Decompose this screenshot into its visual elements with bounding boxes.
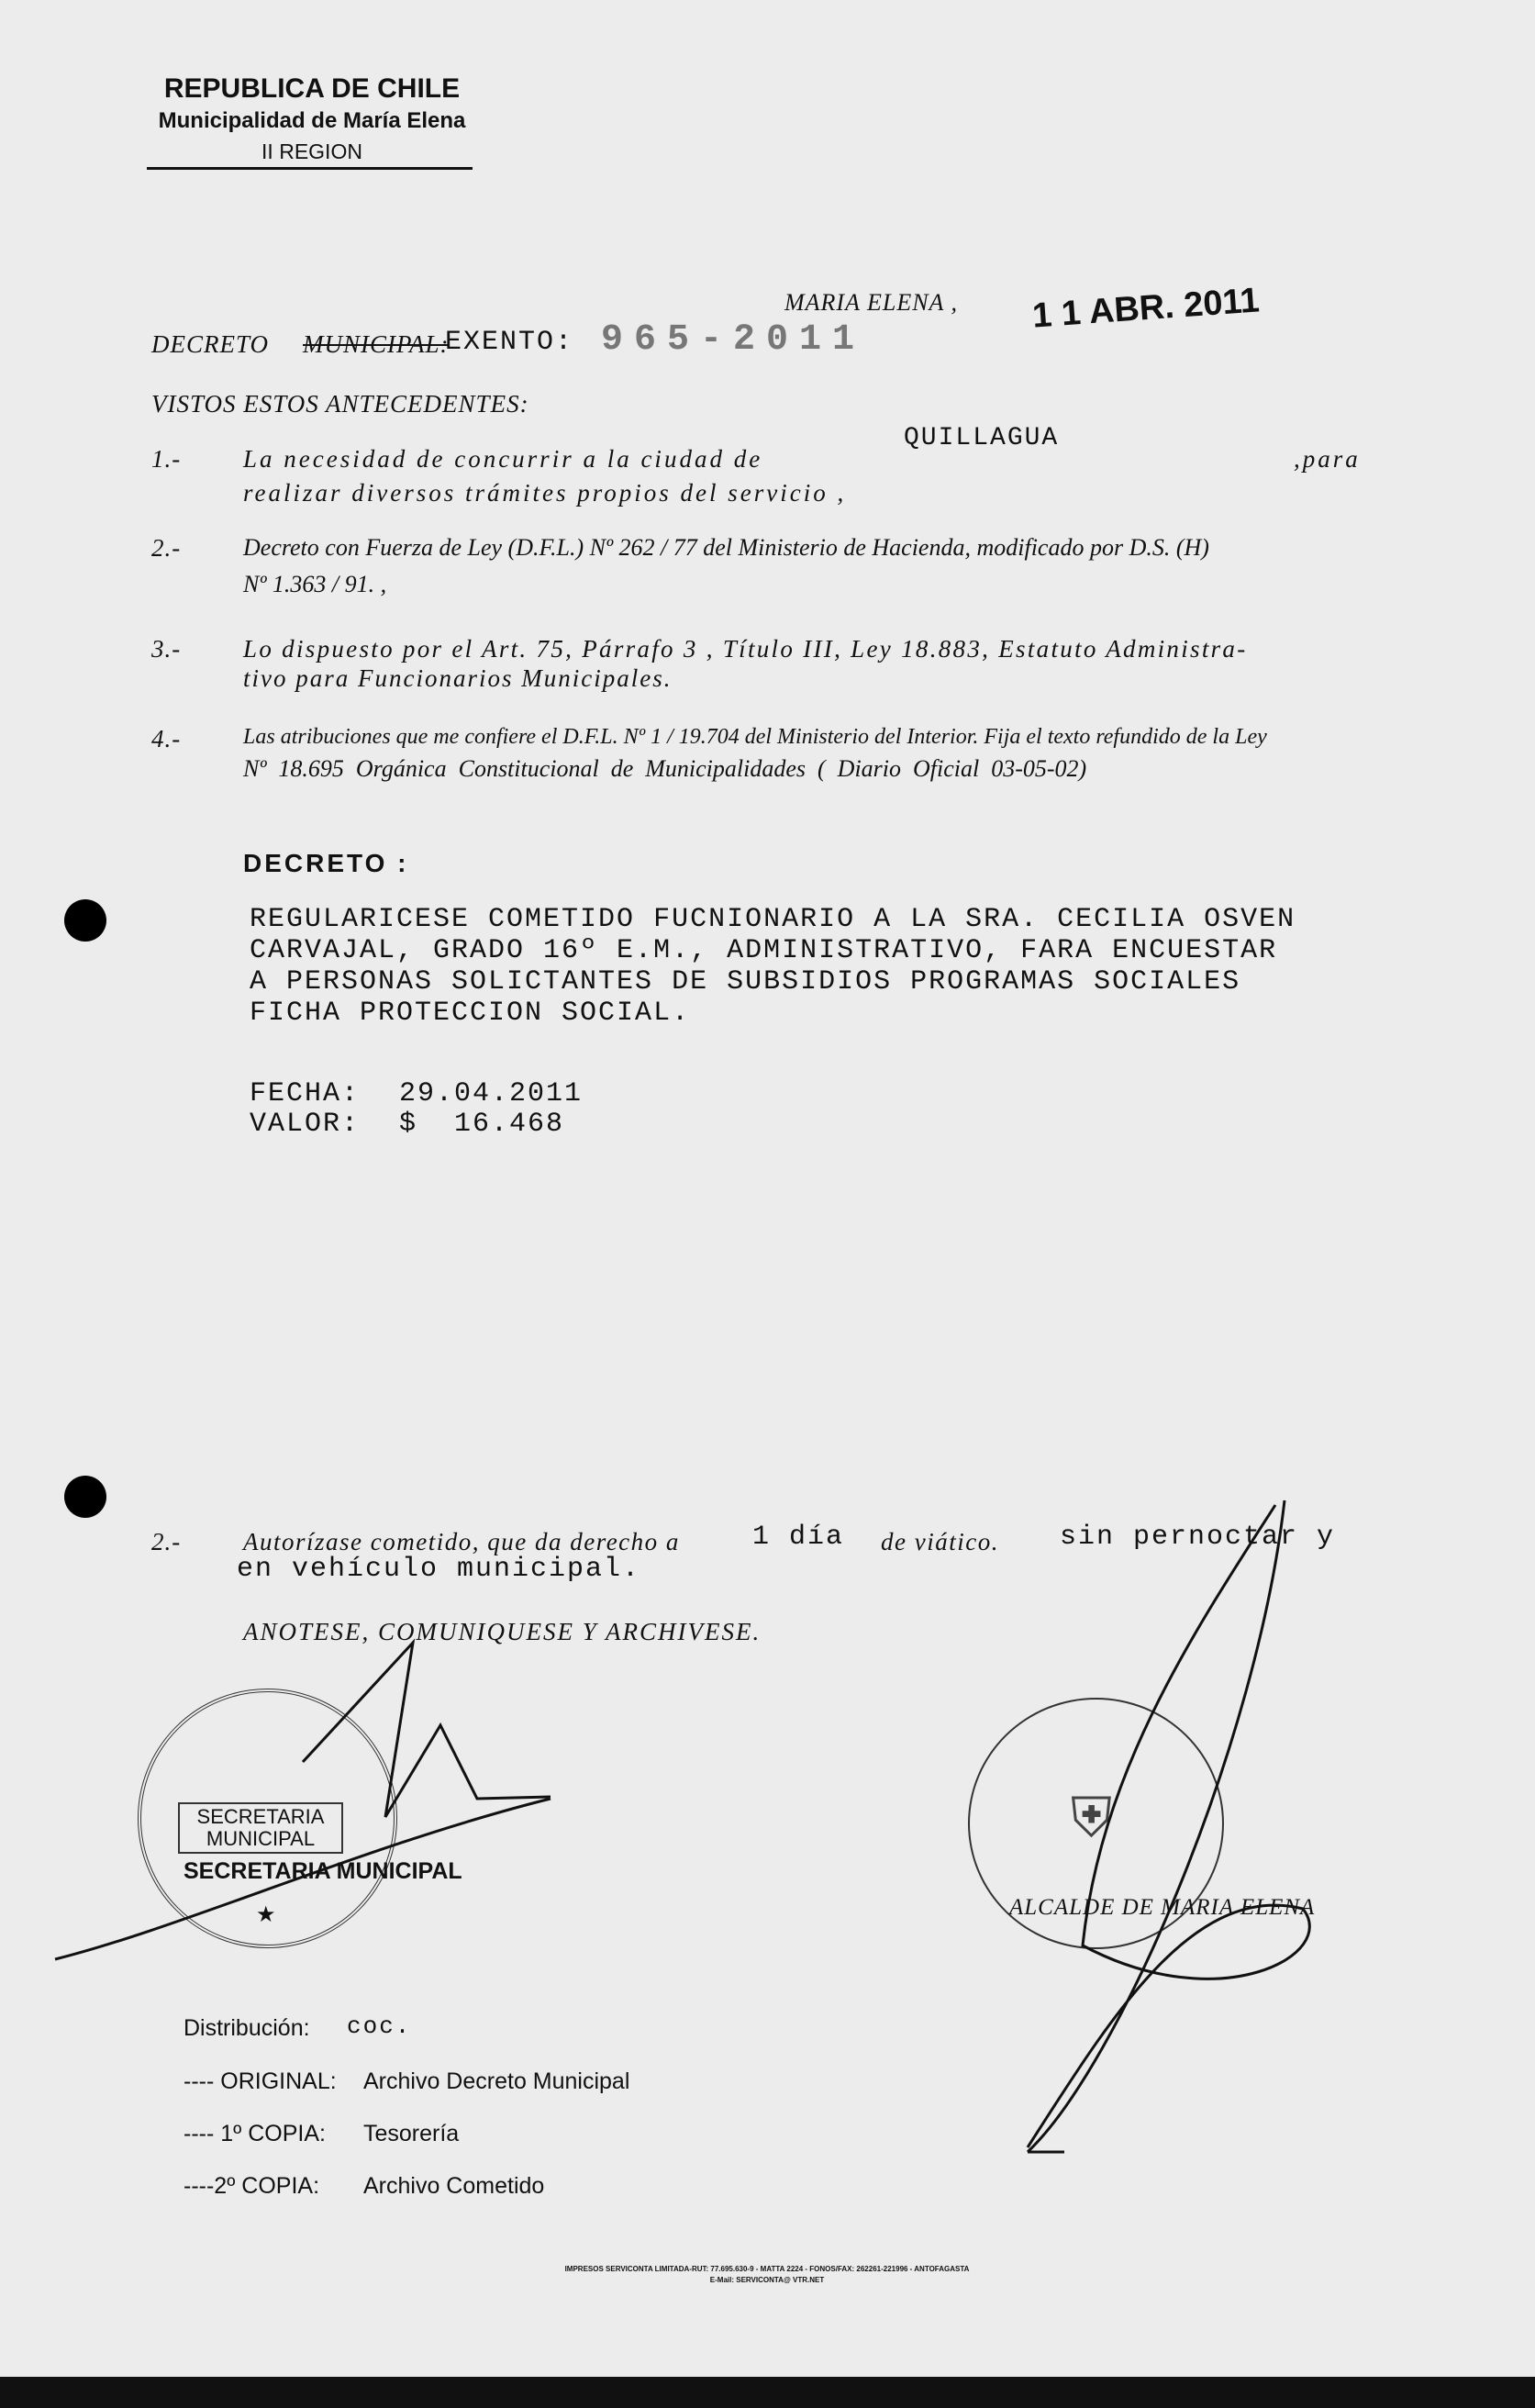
fecha-value: 29.04.2011 [399, 1078, 584, 1109]
authorization-text: Autorízase cometido, que da derecho a [243, 1528, 680, 1555]
item-1-tail: ,para [1294, 445, 1361, 473]
days-count: 1 día [752, 1522, 845, 1553]
scan-border [0, 2377, 1535, 2408]
country-heading: REPUBLICA DE CHILE [163, 73, 461, 104]
item-number: 1.- [151, 445, 182, 473]
alcalde-label: ALCALDE DE MARIA ELENA [1009, 1895, 1316, 1920]
distribution-value: Tesorería [363, 2121, 460, 2146]
mayor-signature [1028, 1500, 1309, 2152]
decree-body-line: A PERSONAS SOLICTANTES DE SUBSIDIOS PROGRAMAS SOCIALES [250, 966, 1241, 998]
exento-label: EXENTO: [445, 327, 574, 358]
item-number: 2.- [151, 534, 182, 562]
item-number: 3.- [151, 635, 182, 663]
secretary-signature [55, 1643, 551, 1959]
valor-label: VALOR: [250, 1109, 361, 1140]
decree-struck-word: MUNICIPAL: [303, 330, 450, 358]
municipality-heading: Municipalidad de María Elena [158, 108, 466, 133]
item-2-line-2: Nº 1.363 / 91. , [243, 571, 387, 597]
vistos-heading: VISTOS ESTOS ANTECEDENTES: [151, 390, 529, 418]
star-icon: ★ [256, 1903, 276, 1927]
item-3-line-1: Lo dispuesto por el Art. 75, Párrafo 3 , Título III, Ley 18.883, Estatuto Administra- [243, 635, 1248, 663]
secretaria-label: SECRETARIA MUNICIPAL [184, 1858, 462, 1884]
distribution-value: Archivo Decreto Municipal [363, 2068, 630, 2094]
seal-inner-text: SECRETARIA MUNICIPAL [178, 1802, 343, 1854]
distribution-key: ---- ORIGINAL: [184, 2068, 337, 2094]
item-1-line-2: realizar diversos trámites propios del servicio , [243, 479, 847, 507]
closing-text: ANOTESE, COMUNIQUESE Y ARCHIVESE. [243, 1618, 762, 1645]
printer-line-1: IMPRESOS SERVICONTA LIMITADA-RUT: 77.695.630-9 - MATTA 2224 - FONOS/FAX: 262261-221996 - ANTOFAGASTA [564, 2265, 970, 2273]
vehicle-text: en vehículo municipal. [237, 1554, 641, 1585]
distribution-label: Distribución: [184, 2015, 310, 2041]
viatico-text: de viático. [881, 1528, 999, 1555]
distribution-code: coc. [347, 2012, 412, 2040]
item-2-line-1: Decreto con Fuerza de Ley (D.F.L.) Nº 262 / 77 del Ministerio de Hacienda, modificado por D.S. (H) [243, 534, 1209, 561]
valor-value: $ 16.468 [399, 1109, 565, 1140]
place: MARIA ELENA , [784, 289, 958, 316]
decree-body-line: CARVAJAL, GRADO 16º E.M., ADMINISTRATIVO, FARA ENCUESTAR [250, 935, 1278, 966]
distribution-value: Archivo Cometido [363, 2173, 545, 2199]
overnight-text: sin pernoctar y [1060, 1522, 1336, 1553]
item-4-line-2: Nº 18.695 Orgánica Constitucional de Municipalidades ( Diario Oficial 03-05-02) [243, 755, 1087, 782]
coat-of-arms-icon: ⛨ [1071, 1788, 1112, 1848]
decree-body-line: FICHA PROTECCION SOCIAL. [250, 998, 691, 1029]
decree-number: 965-2011 [601, 319, 866, 361]
fecha-label: FECHA: [250, 1078, 361, 1109]
decree-body-line: REGULARICESE COMETIDO FUCNIONARIO A LA SRA. CECILIA OSVEN [250, 904, 1296, 935]
distribution-key: ---- 1º COPIA: [184, 2121, 326, 2146]
item-1-line-1: La necesidad de concurrir a la ciudad de [243, 445, 763, 473]
item-number: 2.- [151, 1528, 182, 1555]
region-heading: II REGION [261, 139, 362, 163]
printer-line-2: E-Mail: SERVICONTA@ VTR.NET [709, 2276, 825, 2284]
item-number: 4.- [151, 725, 182, 752]
date-stamp: 1 1 ABR. 2011 [1030, 281, 1261, 336]
item-4-line-1: Las atribuciones que me confiere el D.F.L. Nº 1 / 19.704 del Ministerio del Interior. Fija el texto refundido de la Ley [243, 725, 1267, 749]
city-name: QUILLAGUA [904, 424, 1060, 452]
decreto-heading: DECRETO : [243, 849, 409, 877]
item-3-line-2: tivo para Funcionarios Municipales. [243, 664, 673, 692]
distribution-key: ----2º COPIA: [184, 2173, 320, 2199]
decree-label: DECRETO [151, 330, 270, 358]
